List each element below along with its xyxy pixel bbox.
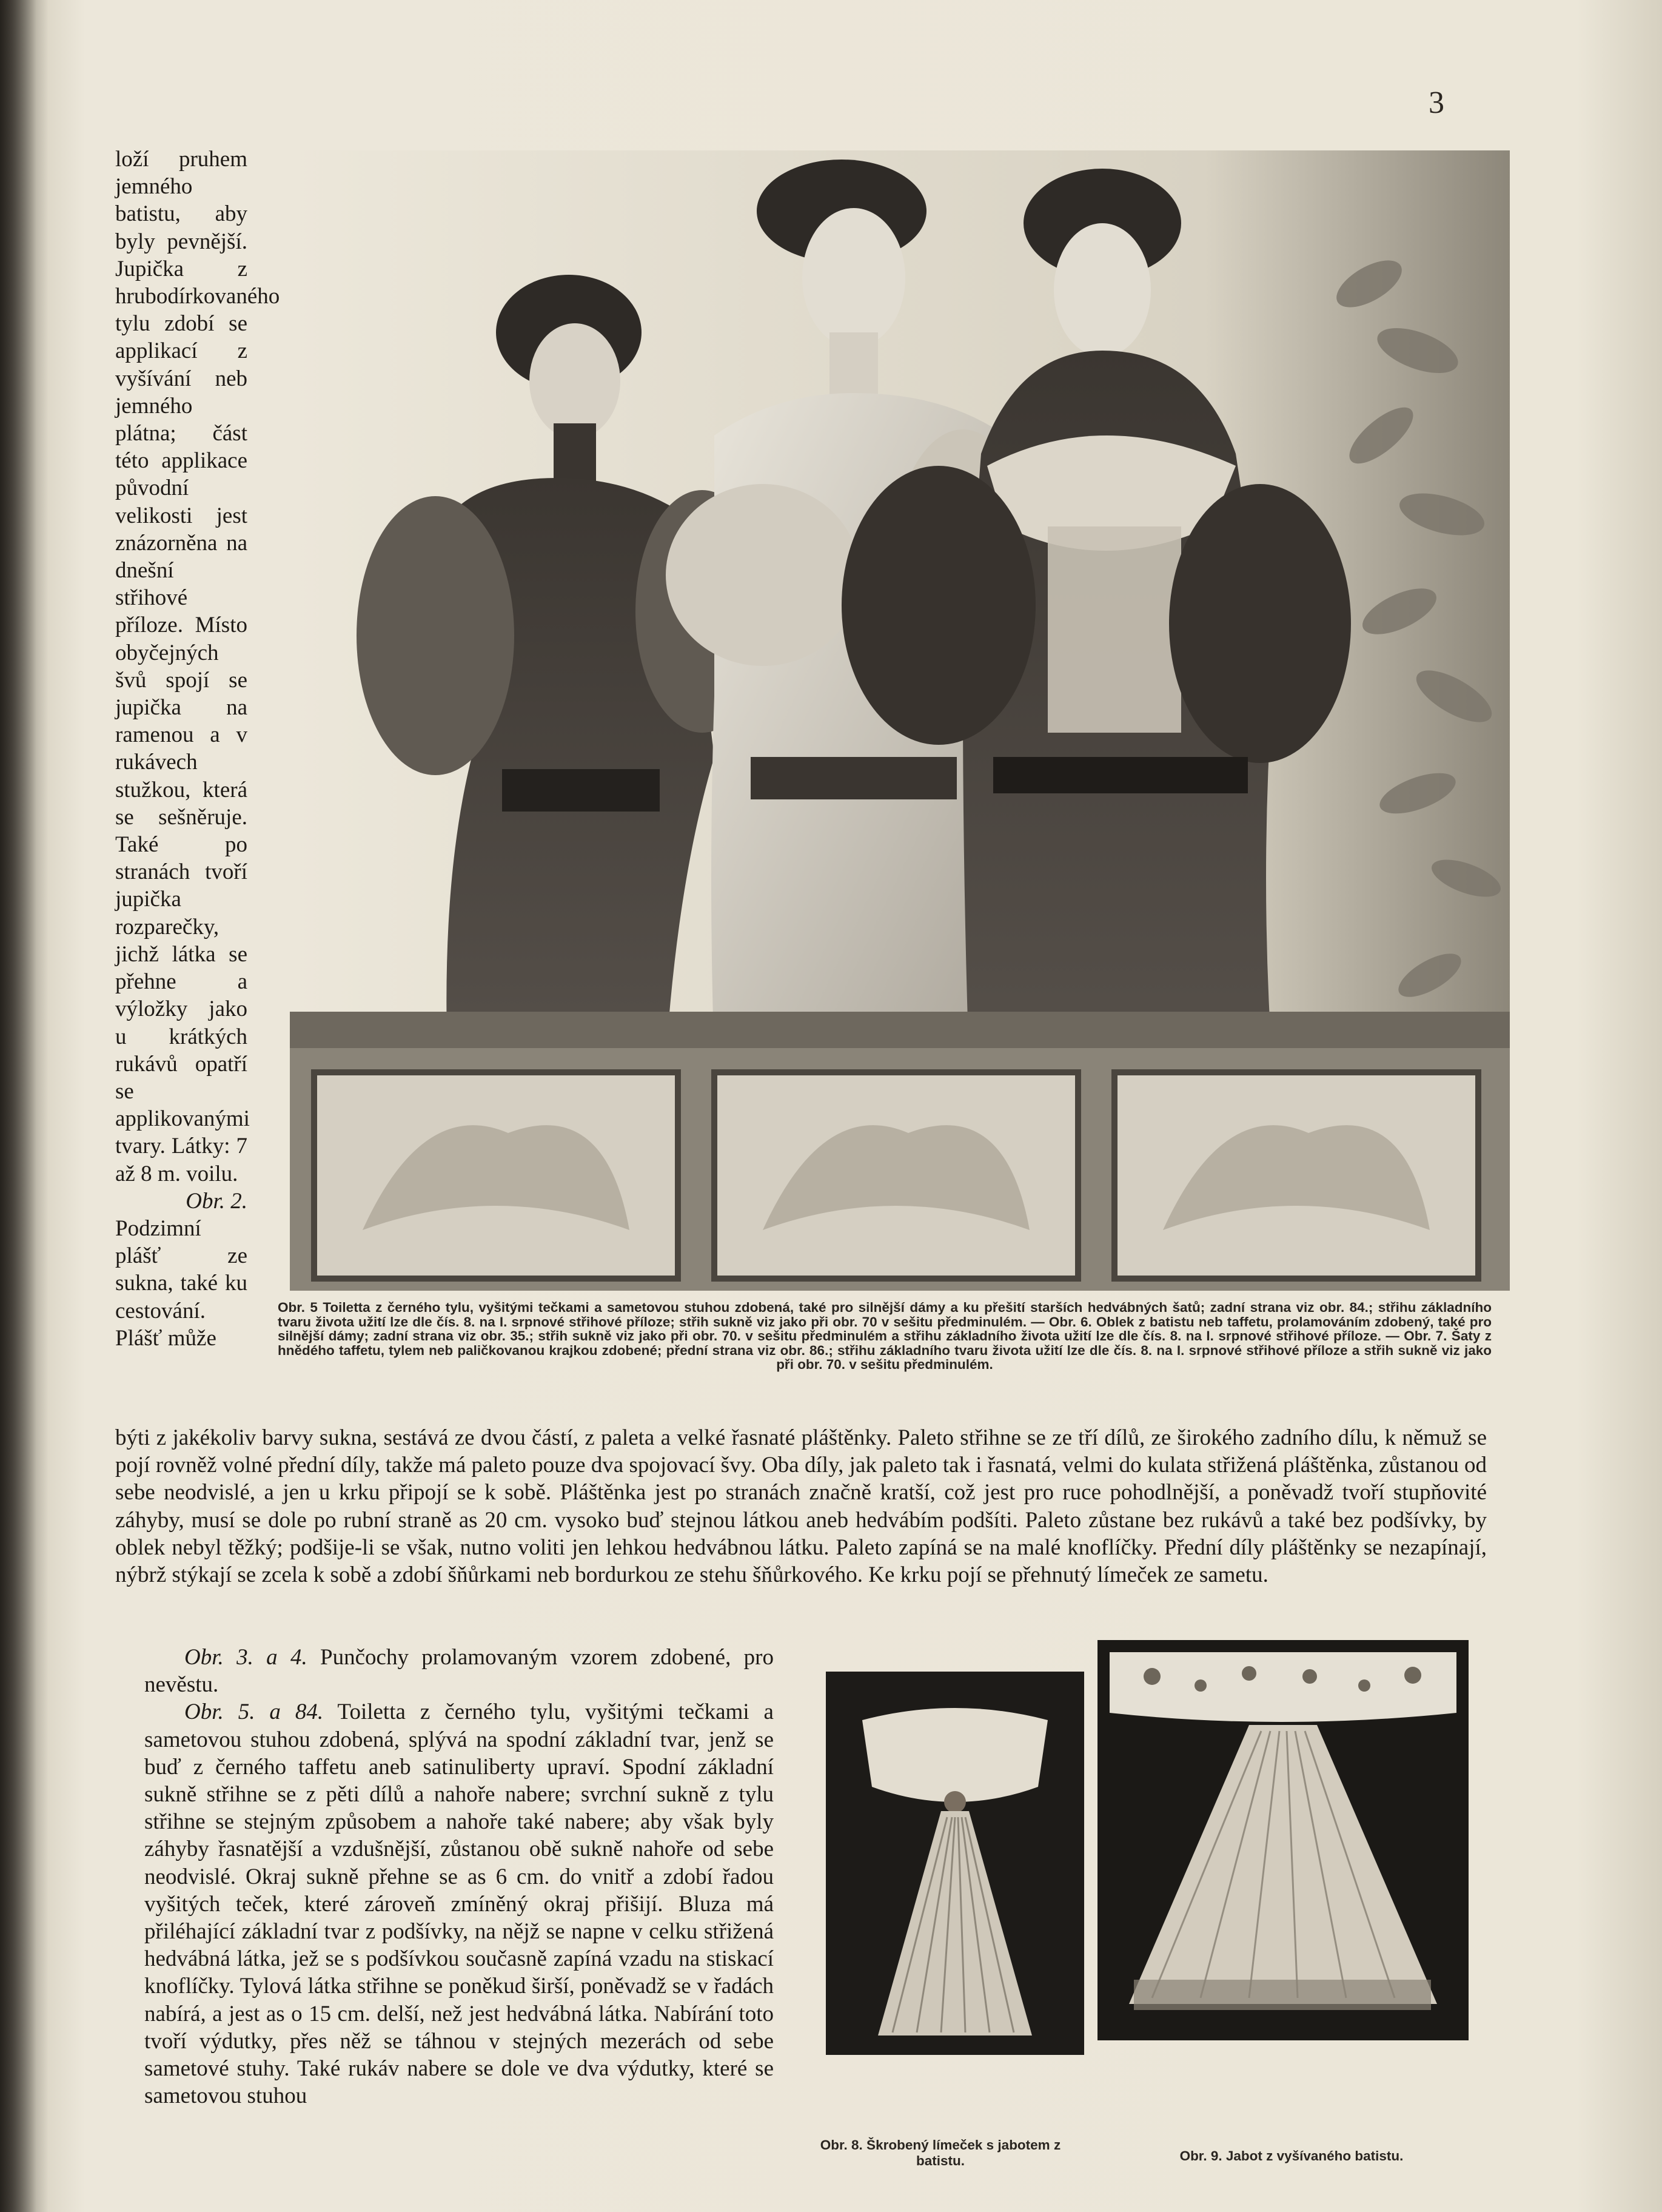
obr34-label: Obr. 3. a 4. [184,1645,307,1670]
obr34-paragraph [144,1644,774,1698]
obr584-paragraph [144,1698,774,2109]
left-column-paragraph: loží pruhem jemného batistu, aby byly pevnější. Jupička z hrubodírkovaného tylu zdobí se applikací z vyšívání neb jemného plátna; část této applikace původní velikosti jest znázorněna na dnešní střihové příloze. Místo obyčejných švů spojí se jupička na ramenou a v rukávech stužkou, která se sešněruje. Také po stranách tvoří jupička rozparečky, jichž látka se přehne a výložky jako u krátkých rukávů opatří se applikovanými tvary. Látky: 7 až 8 m. voilu. [115,147,280,1186]
balustrade [290,1012,1510,1291]
body-text-full-width: býti z jakékoliv barvy sukna, sestává ze dvou částí, z paleta a velké řasnaté pláštěnky. Paleto střihne se ze tří dílů, ze širokého zadního dílu, k němuž se pojí rovněž volné přední díly, takže má paleto pouze dva spojovací švy. Oba díly, jak paleto tak i řasnatá, velmi do kulata střižená pláštěnka, zůstanou od sebe neodvislé, a jen u krku připojí se k sobě. Pláštěnka jest po stranách značně kratší, což jest pro ruce pohodlnější, a poněvadž tvoří stupňovité záhyby, musí se dole po rubní straně as 20 cm. vysoko buď stejnou látkou aneb hedvábím podšíti. Paleto zůstane bez rukávů a také bez podšívky, by oblek nebyl těžký; podšije-li se však, nutno voliti jen lehkou hedvábnou látku. Paleto zapíná se na malé knoflíčky. Přední díly pláštěnky se nezapínají, nýbrž stýkají se zcela k sobě a zdobí šňůrkami neb bordurkou ze stehu šňůrkového. Ke krku pojí se přehnutý límeček ze sametu. [115,1425,1487,1588]
figure-9-embroidered-jabot [1097,1640,1469,2040]
binding-shadow [0,0,49,2212]
obr584-label: Obr. 5. a 84. [184,1699,324,1725]
page-number: 3 [1429,86,1444,120]
figure-8-caption: Obr. 8. Škrobený límeček s jabotem z batistu. [820,2137,1061,2168]
body-text-lower-column [144,1644,774,2109]
obr2-label: Obr. 2. [186,1188,247,1214]
obr2-text: Podzimní plášť ze sukna, také ku cestování. Plášť může [115,1215,247,1351]
obr584-text: Toiletta z černého tylu, vyšitými tečkami a sametovou stuhou zdobená, splývá na spodní základní tvar, jenž se buď z černého taffetu aneb satinuliberty upraví. Spodní základní sukně střihne se z pěti dílů a nahoře nabere; svrchní sukně z tylu střihne se stejným způsobem a nahoře také nabere; aby však byly záhyby řasnatější a vzdušnější, zůstanou obě sukně nahoře od sebe neodvislé. Okraj sukně přehne se as 6 cm. do vnitř a zdobí řadou vyšitých teček, které zároveň zmíněný okraj přišijí. Bluza má přiléhající základní tvar z podšívky, na nějž se napne v celku střižená hedvábná látka, jež se s podšívkou současně zapíná vzadu na stiskací knoflíčky. Tylová látka střihne se poněkud širší, poněvadž se v řadách nabírá, a jest as o 15 cm. delší, než jest hedvábná látka. Nabírání toto tvoří výdutky, přes něž se táhnou v stejných mezerách od sebe sametové stuhy. Také rukáv nabere se dole ve dva výdutky, které se sametovou stuhou [144,1699,774,2109]
left-column [115,146,280,1352]
main-figure-caption: Obr. 5 Toiletta z černého tylu, vyšitými tečkami a sametovou stuhou zdobená, také pro silnější dámy a ku přešití starších hedvábných šatů; zadní strana viz obr. 84.; střihu základního tvaru života užití lze dle čís. 8. na I. srpnové střihové příloze; střih sukně viz jako při obr. 70 v sešitu předminulém. — Obr. 6. Oblek z batistu neb taffetu, prolamováním zdobený, také pro silnější dámy; zadní strana viz obr. 35.; střih sukně viz jako při obr. 70. v sešitu předminulém a střihu základního života užití lze dle čís. 8. na I. srpnové střihové příloze. — Obr. 7. Šaty z hnědého taffetu, tylem neb paličkovanou krajkou zdobené; přední strana viz obr. 86.; střihu základního tvaru života užití lze dle čís. 8. na I. srpnové střihové příloze a střih sukně viz jako při obr. 70. v sešitu předminulém. [278,1300,1492,1372]
figure-8-collar-jabot [826,1672,1084,2055]
obr34-text: Punčochy prolamovaným vzorem zdobené, pro nevěstu. [144,1645,774,1698]
fashion-plate-illustration [290,150,1510,1291]
figure-9-caption: Obr. 9. Jabot z vyšívaného batistu. [1179,2148,1404,2163]
